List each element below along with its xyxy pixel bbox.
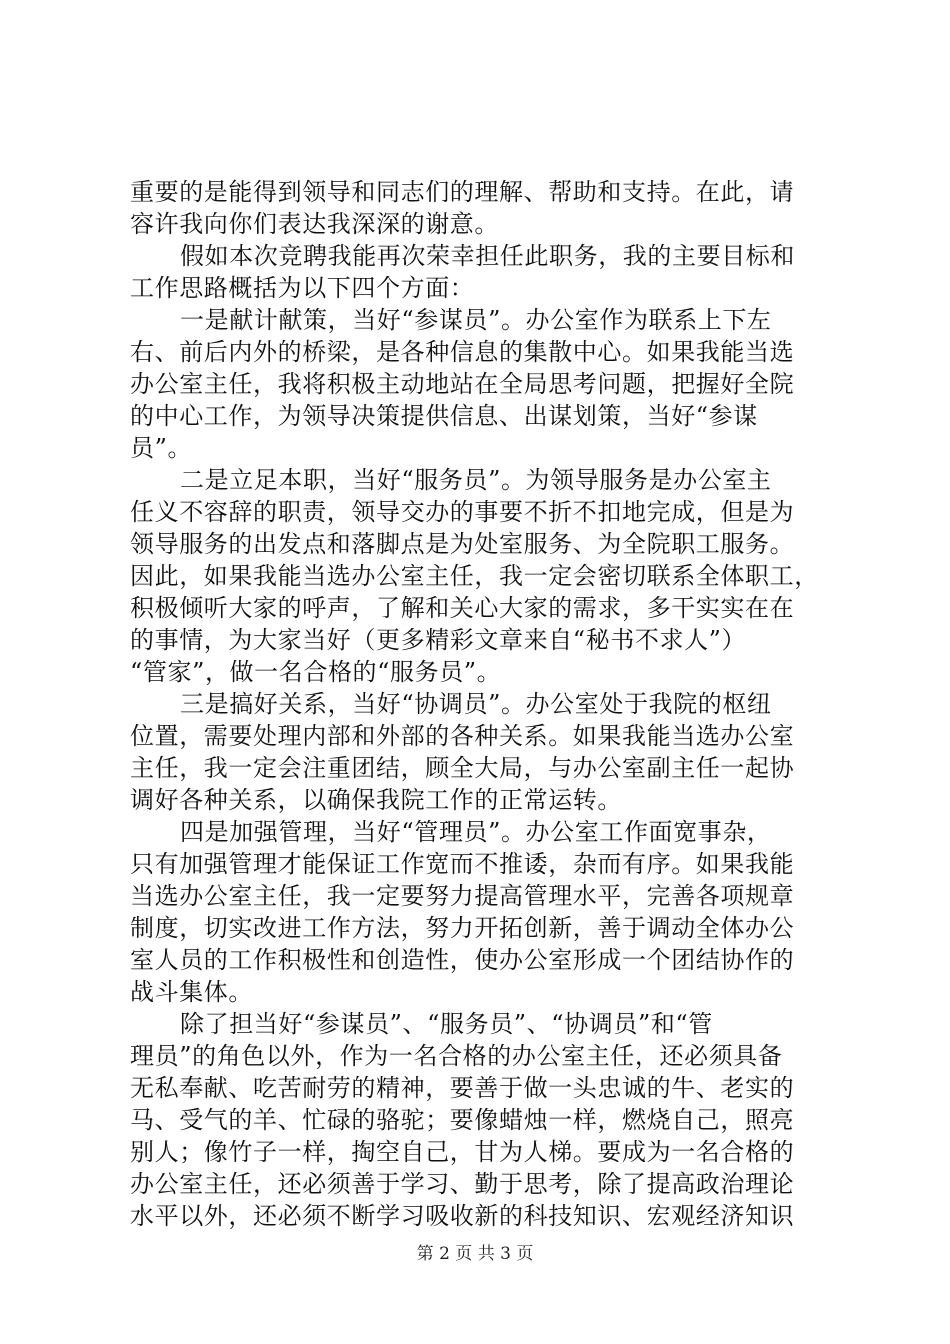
text-line: 积极倾听大家的呼声，了解和关心大家的需求，多干实实在在: [130, 594, 795, 622]
text-line: 位置，需要处理内部和外部的各种关系。如果我能当选办公室: [130, 722, 795, 750]
text-line: 任义不容辞的职责，领导交办的事要不折不扣地完成，但是为: [130, 498, 795, 526]
text-line: 的事情，为大家当好（更多精彩文章来自“秘书不求人”）: [130, 626, 747, 654]
text-line: 除了担当好“参谋员”、“服务员”、“协调员”和“管: [180, 1010, 713, 1038]
text-line: 四是加强管理，当好“管理员”。办公室工作面宽事杂，: [180, 818, 772, 846]
text-line: 容许我向你们表达我深深的谢意。: [130, 210, 499, 238]
text-line: 一是献计献策，当好“参谋员”。办公室作为联系上下左: [180, 306, 772, 334]
text-line: 主任，我一定会注重团结，顾全大局，与办公室副主任一起协: [130, 754, 795, 782]
document-body: [130, 176, 830, 1232]
text-line: “管家”，做一名合格的“服务员”。: [130, 658, 502, 686]
text-line: 右、前后内外的桥梁，是各种信息的集散中心。如果我能当选: [130, 338, 795, 366]
text-line: 只有加强管理才能保证工作宽而不推诿，杂而有序。如果我能: [130, 850, 795, 878]
text-line: 三是搞好关系，当好“协调员”。办公室处于我院的枢纽: [180, 690, 772, 718]
text-line: 的中心工作，为领导决策提供信息、出谋划策，当好“参谋: [130, 402, 758, 430]
text-line: 领导服务的出发点和落脚点是为处室服务、为全院职工服务。: [130, 530, 795, 558]
page-footer: 第 2 页 共 3 页: [416, 1244, 534, 1264]
text-line: 战斗集体。: [130, 978, 253, 1006]
text-line: 工作思路概括为以下四个方面：: [130, 274, 475, 302]
text-line: 办公室主任，我将积极主动地站在全局思考问题，把握好全院: [130, 370, 795, 398]
text-line: 理员”的角色以外，作为一名合格的办公室主任，还必须具备: [130, 1042, 783, 1070]
text-line: 无私奉献、吃苦耐劳的精神，要善于做一头忠诚的牛、老实的: [130, 1074, 795, 1102]
text-line: 假如本次竞聘我能再次荣幸担任此职务，我的主要目标和: [180, 242, 795, 270]
text-line: 因此，如果我能当选办公室主任，我一定会密切联系全体职工，: [130, 562, 819, 590]
text-line: 室人员的工作积极性和创造性，使办公室形成一个团结协作的: [130, 946, 795, 974]
text-line: 水平以外，还必须不断学习吸收新的科技知识、宏观经济知识: [130, 1202, 795, 1230]
text-line: 重要的是能得到领导和同志们的理解、帮助和支持。在此，请: [130, 178, 795, 206]
text-line: 别人；像竹子一样，掏空自己，甘为人梯。要成为一名合格的: [130, 1138, 795, 1166]
text-line: 办公室主任，还必须善于学习、勤于思考，除了提高政治理论: [130, 1170, 795, 1198]
text-line: 马、受气的羊、忙碌的骆驼；要像蜡烛一样，燃烧自己，照亮: [130, 1106, 795, 1134]
text-line: 调好各种关系，以确保我院工作的正常运转。: [130, 786, 622, 814]
text-line: 员”。: [130, 434, 193, 462]
text-line: 制度，切实改进工作方法，努力开拓创新，善于调动全体办公: [130, 914, 795, 942]
text-line: 当选办公室主任，我一定要努力提高管理水平，完善各项规章: [130, 882, 795, 910]
text-line: 二是立足本职，当好“服务员”。为领导服务是办公室主: [180, 466, 772, 494]
